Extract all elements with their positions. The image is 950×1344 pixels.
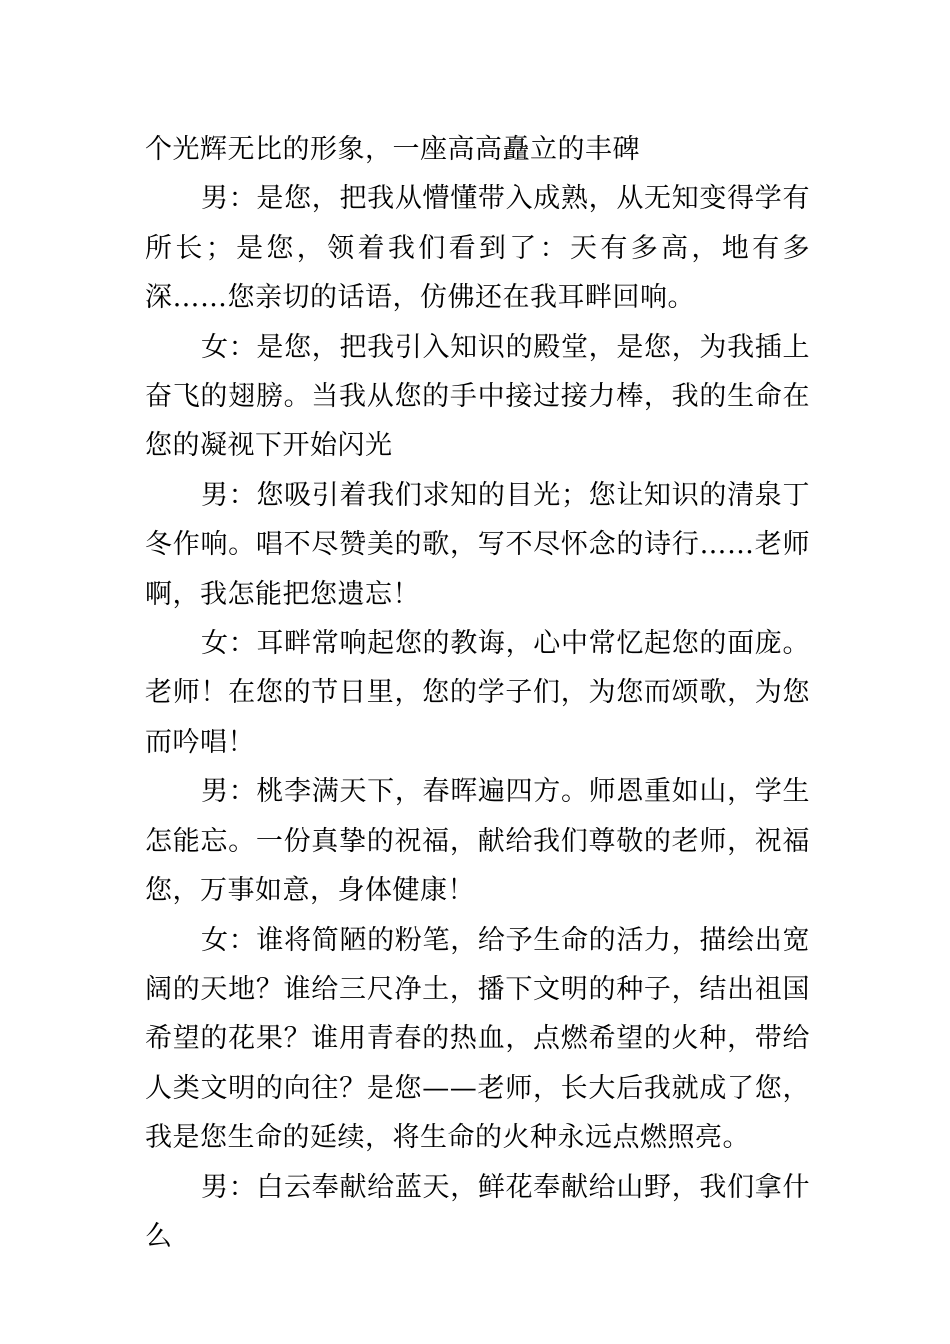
paragraph-continuation: 个光辉无比的形象，一座高高矗立的丰碑 — [145, 134, 640, 165]
paragraph-female-3: 女：谁将简陋的粉笔，给予生命的活力，描绘出宽阔的天地？谁给三尺净土，播下文明的种子，结出祖国希望的花果？谁用青春的热血，点燃希望的火种，带给人类文明的向往？是您——老师，长大后我就成了您，我是您生命的延续，将生命的火种永远点燃照亮。 — [145, 924, 810, 1154]
paragraph-male-4: 男：白云奉献给蓝天，鲜花奉献给山野，我们拿什么 — [145, 1171, 810, 1252]
paragraph-male-2: 男：您吸引着我们求知的目光；您让知识的清泉丁冬作响。唱不尽赞美的歌，写不尽怀念的诗行……老师啊，我怎能把您遗忘！ — [145, 479, 810, 610]
document-body — [145, 125, 810, 1261]
paragraph-male-1: 男：是您，把我从懵懂带入成熟，从无知变得学有所长；是您，领着我们看到了：天有多高，地有多深……您亲切的话语，仿佛还在我耳畔回响。 — [145, 183, 810, 314]
paragraph-male-3: 男：桃李满天下，春晖遍四方。师恩重如山，学生怎能忘。一份真挚的祝福，献给我们尊敬的老师，祝福您，万事如意，身体健康！ — [145, 776, 810, 907]
paragraph-female-2: 女：耳畔常响起您的教诲，心中常忆起您的面庞。老师！在您的节日里，您的学子们，为您而颂歌，为您而吟唱！ — [145, 628, 810, 758]
paragraph-female-1: 女：是您，把我引入知识的殿堂，是您，为我插上奋飞的翅膀。当我从您的手中接过接力棒，我的生命在您的凝视下开始闪光 — [145, 331, 810, 462]
